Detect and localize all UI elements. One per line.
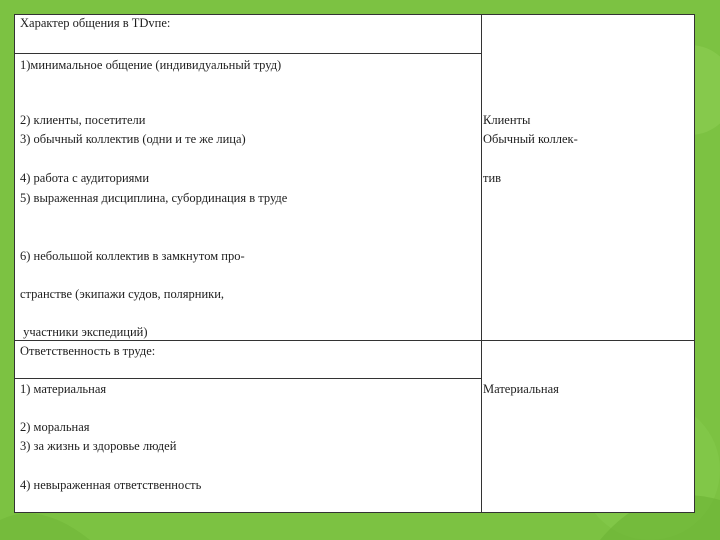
row-divider (15, 53, 481, 54)
table (14, 14, 695, 513)
answer-text: Обычный коллек- (483, 132, 578, 146)
list-item: участники экспедиций) (20, 325, 148, 339)
list-item: странстве (экипажи судов, полярники, (20, 287, 225, 301)
answer-text: Материальная (483, 382, 559, 396)
row-divider (15, 340, 694, 341)
list-item: 3) обычный коллектив (одни и те же лица) (20, 132, 246, 146)
section-1-header: Характер общения в ТDvпе: (20, 16, 171, 30)
list-item: 4) работа с аудиториями (20, 171, 150, 185)
list-item: 3) за жизнь и здоровье людей (20, 439, 177, 453)
column-divider (481, 15, 482, 512)
list-item: 5) выраженная дисциплина, субординация в труде (20, 191, 288, 205)
row-divider (15, 378, 481, 379)
answer-text: тив (483, 171, 502, 185)
answer-text: Клиенты (483, 113, 531, 127)
list-item: 4) невыраженная ответственность (20, 478, 202, 492)
list-item: 6) небольшой коллектив в замкнутом про- (20, 249, 245, 263)
list-item: 2) клиенты, посетители (20, 113, 146, 127)
list-item: 1) материальная (20, 382, 107, 396)
list-item: 1)минимальное общение (индивидуальный труд) (20, 58, 282, 72)
section-2-header: Ответственность в труде: (20, 344, 156, 358)
list-item: 2) моральная (20, 420, 90, 434)
